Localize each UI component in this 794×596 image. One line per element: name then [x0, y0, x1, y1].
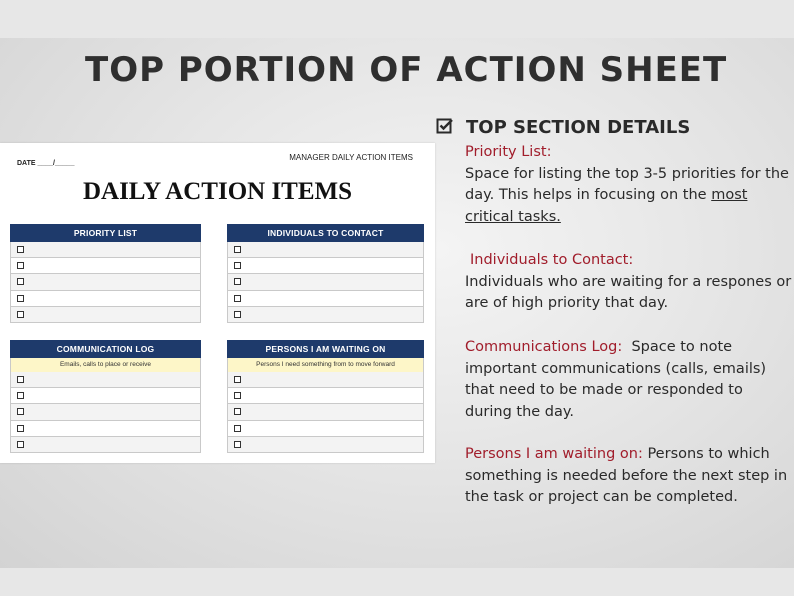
checkbox-icon[interactable] — [17, 246, 24, 253]
detail-underlined-text: most critical tasks. — [465, 187, 748, 225]
individuals-to-contact-box — [227, 224, 424, 323]
box-subtitle: Emails, calls to place or receive — [10, 358, 201, 372]
checkbox-icon[interactable] — [17, 311, 24, 318]
box-header: COMMUNICATION LOG — [10, 340, 201, 358]
box-rows — [10, 372, 201, 453]
priority-list-box — [10, 224, 201, 323]
checkbox-icon[interactable] — [234, 376, 241, 383]
checkbox-icon[interactable] — [234, 295, 241, 302]
checkbox-icon[interactable] — [17, 408, 24, 415]
checklist-row — [227, 372, 424, 388]
checkbox-icon[interactable] — [17, 262, 24, 269]
box-rows — [227, 372, 424, 453]
checkbox-icon[interactable] — [234, 246, 241, 253]
communication-log-box — [10, 340, 201, 453]
checklist-row — [10, 421, 201, 437]
checklist-row — [10, 307, 201, 323]
detail-heading: Communications Log: — [465, 339, 623, 355]
checkbox-icon[interactable] — [17, 278, 24, 285]
box-subtitle: Persons I need something from to move forward — [227, 358, 424, 372]
detail-body — [465, 164, 794, 229]
box-rows — [227, 242, 424, 323]
detail-body — [465, 444, 794, 509]
detail-persons-waiting-on — [465, 444, 794, 509]
manager-label: MANAGER DAILY ACTION ITEMS — [289, 153, 413, 162]
checkbox-icon[interactable] — [17, 425, 24, 432]
checkbox-icon[interactable] — [234, 441, 241, 448]
checklist-row — [10, 372, 201, 388]
detail-priority-list — [465, 142, 794, 228]
box-rows — [10, 242, 201, 323]
checkbox-icon[interactable] — [17, 392, 24, 399]
checklist-row — [10, 388, 201, 404]
checkbox-icon[interactable] — [234, 408, 241, 415]
checklist-row — [227, 437, 424, 453]
detail-heading: Individuals to Contact: — [470, 252, 634, 268]
checkbox-icon[interactable] — [17, 441, 24, 448]
checkbox-checked-icon — [436, 117, 454, 135]
details-title: TOP SECTION DETAILS — [466, 117, 691, 138]
checklist-row — [227, 404, 424, 420]
checkbox-icon[interactable] — [234, 425, 241, 432]
checkbox-icon[interactable] — [234, 262, 241, 269]
checkbox-icon[interactable] — [234, 278, 241, 285]
checklist-row — [10, 242, 201, 258]
persons-waiting-on-box — [227, 340, 424, 453]
detail-text: Space for listing the top 3-5 priorities for the day. This helps in focusing on the — [465, 165, 789, 203]
checklist-row — [227, 388, 424, 404]
checklist-row — [227, 307, 424, 323]
page-headline: TOP PORTION OF ACTION SHEET — [85, 50, 728, 90]
checkbox-icon[interactable] — [234, 392, 241, 399]
box-header: PERSONS I AM WAITING ON — [227, 340, 424, 358]
checkbox-icon[interactable] — [17, 376, 24, 383]
action-sheet-preview — [0, 143, 435, 463]
box-header: PRIORITY LIST — [10, 224, 201, 242]
checklist-row — [10, 404, 201, 420]
checkbox-icon[interactable] — [17, 295, 24, 302]
detail-text: Space to note important communications (calls, emails) that need to be made or responded to during the day. — [465, 339, 767, 420]
detail-text: Persons to which something is needed before the next step in the task or project can be completed. — [465, 446, 788, 505]
date-field-label: DATE ____/_____ — [17, 160, 75, 167]
detail-individuals-to-contact — [465, 250, 794, 315]
sheet-title: DAILY ACTION ITEMS — [82, 178, 353, 205]
checklist-row — [227, 291, 424, 307]
checklist-row — [227, 421, 424, 437]
checklist-row — [227, 242, 424, 258]
checklist-row — [10, 274, 201, 290]
checklist-row — [10, 437, 201, 453]
box-header: INDIVIDUALS TO CONTACT — [227, 224, 424, 242]
checklist-row — [10, 258, 201, 274]
detail-heading: Persons I am waiting on: — [465, 446, 643, 462]
detail-text: Individuals who are waiting for a respones or are of high priority that day. — [465, 273, 792, 311]
checklist-row — [10, 291, 201, 307]
checklist-row — [227, 274, 424, 290]
detail-body — [465, 337, 794, 423]
detail-communications-log — [465, 337, 794, 423]
detail-heading: Priority List: — [465, 144, 552, 160]
checklist-row — [227, 258, 424, 274]
checkbox-icon[interactable] — [234, 311, 241, 318]
